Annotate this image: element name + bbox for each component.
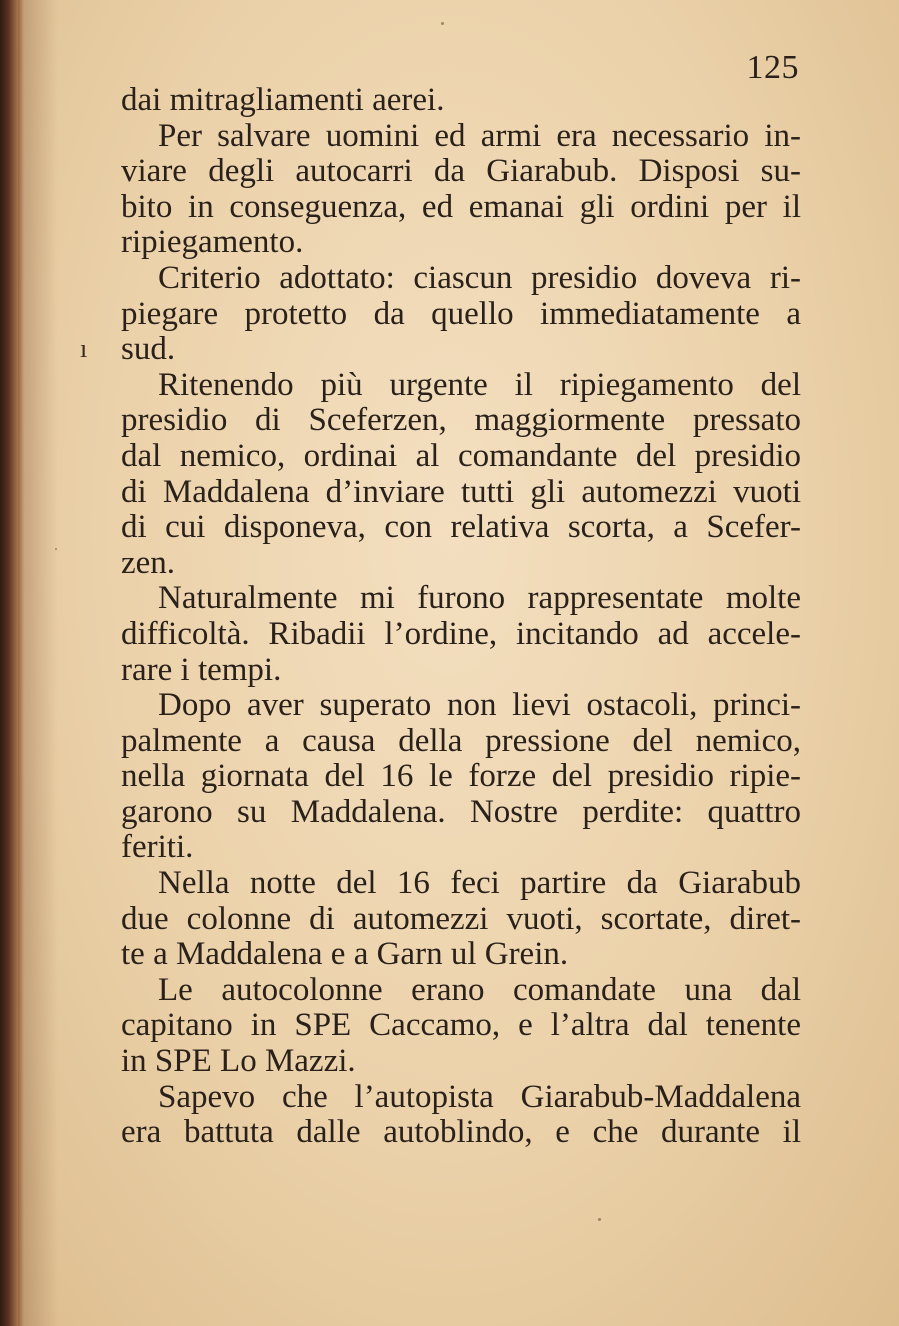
text-line: presidio di Sceferzen, maggiormente pressato	[121, 402, 801, 439]
text-line: capitano in SPE Caccamo, e l’altra dal tenente	[121, 1007, 801, 1044]
text-line: Nella notte del 16 feci partire da Giarabub	[158, 865, 801, 902]
body-text	[121, 83, 801, 1151]
text-line: Dopo aver superato non lievi ostacoli, princi-	[158, 687, 801, 724]
text-line: viare degli autocarri da Giarabub. Disposi su-	[121, 153, 801, 190]
paper-speck	[441, 22, 444, 25]
text-line: piegare protetto da quello immediatamente a	[121, 295, 801, 332]
text-line: rare i tempi.	[121, 651, 282, 688]
text-line: Per salvare uomini ed armi era necessario in-	[158, 117, 801, 154]
text-line: feriti.	[121, 829, 194, 866]
text-line: due colonne di automezzi vuoti, scortate, diret-	[121, 900, 801, 937]
paper-speck	[55, 548, 57, 550]
text-line: Sapevo che l’autopista Giarabub-Maddalena	[158, 1078, 801, 1115]
text-line: zen.	[121, 544, 176, 581]
text-line: Ritenendo più urgente il ripiegamento del	[158, 366, 801, 403]
text-line: palmente a causa della pressione del nemico,	[121, 722, 801, 759]
text-line: garono su Maddalena. Nostre perdite: quattro	[121, 793, 801, 830]
text-line: nella giornata del 16 le forze del presidio ripie-	[121, 758, 801, 795]
text-line: dai mitragliamenti aerei.	[121, 82, 445, 118]
text-line: dal nemico, ordinai al comandante del presidio	[121, 437, 801, 474]
text-line: sud.	[121, 331, 176, 368]
text-line: in SPE Lo Mazzi.	[121, 1043, 356, 1080]
text-line: era battuta dalle autoblindo, e che durante il	[121, 1114, 801, 1151]
text-line: di Maddalena d’inviare tutti gli automezzi vuoti	[121, 473, 801, 510]
margin-mark: ı	[80, 334, 88, 363]
text-line: di cui disponeva, con relativa scorta, a Scefer-	[121, 509, 801, 546]
text-line: difficoltà. Ribadii l’ordine, incitando ad accele-	[121, 615, 801, 652]
page-number: 125	[746, 49, 799, 86]
text-line: ripiegamento.	[121, 224, 304, 261]
text-line: Criterio adottato: ciascun presidio doveva ri-	[158, 259, 801, 296]
text-line: Le autocolonne erano comandate una dal	[158, 971, 801, 1008]
gutter-shading	[18, 0, 58, 1326]
text-line: te a Maddalena e a Garn ul Grein.	[121, 936, 569, 973]
text-line: Naturalmente mi furono rappresentate molte	[158, 580, 801, 617]
paper-speck	[598, 1218, 601, 1221]
text-line: bito in conseguenza, ed emanai gli ordini per il	[121, 188, 801, 225]
